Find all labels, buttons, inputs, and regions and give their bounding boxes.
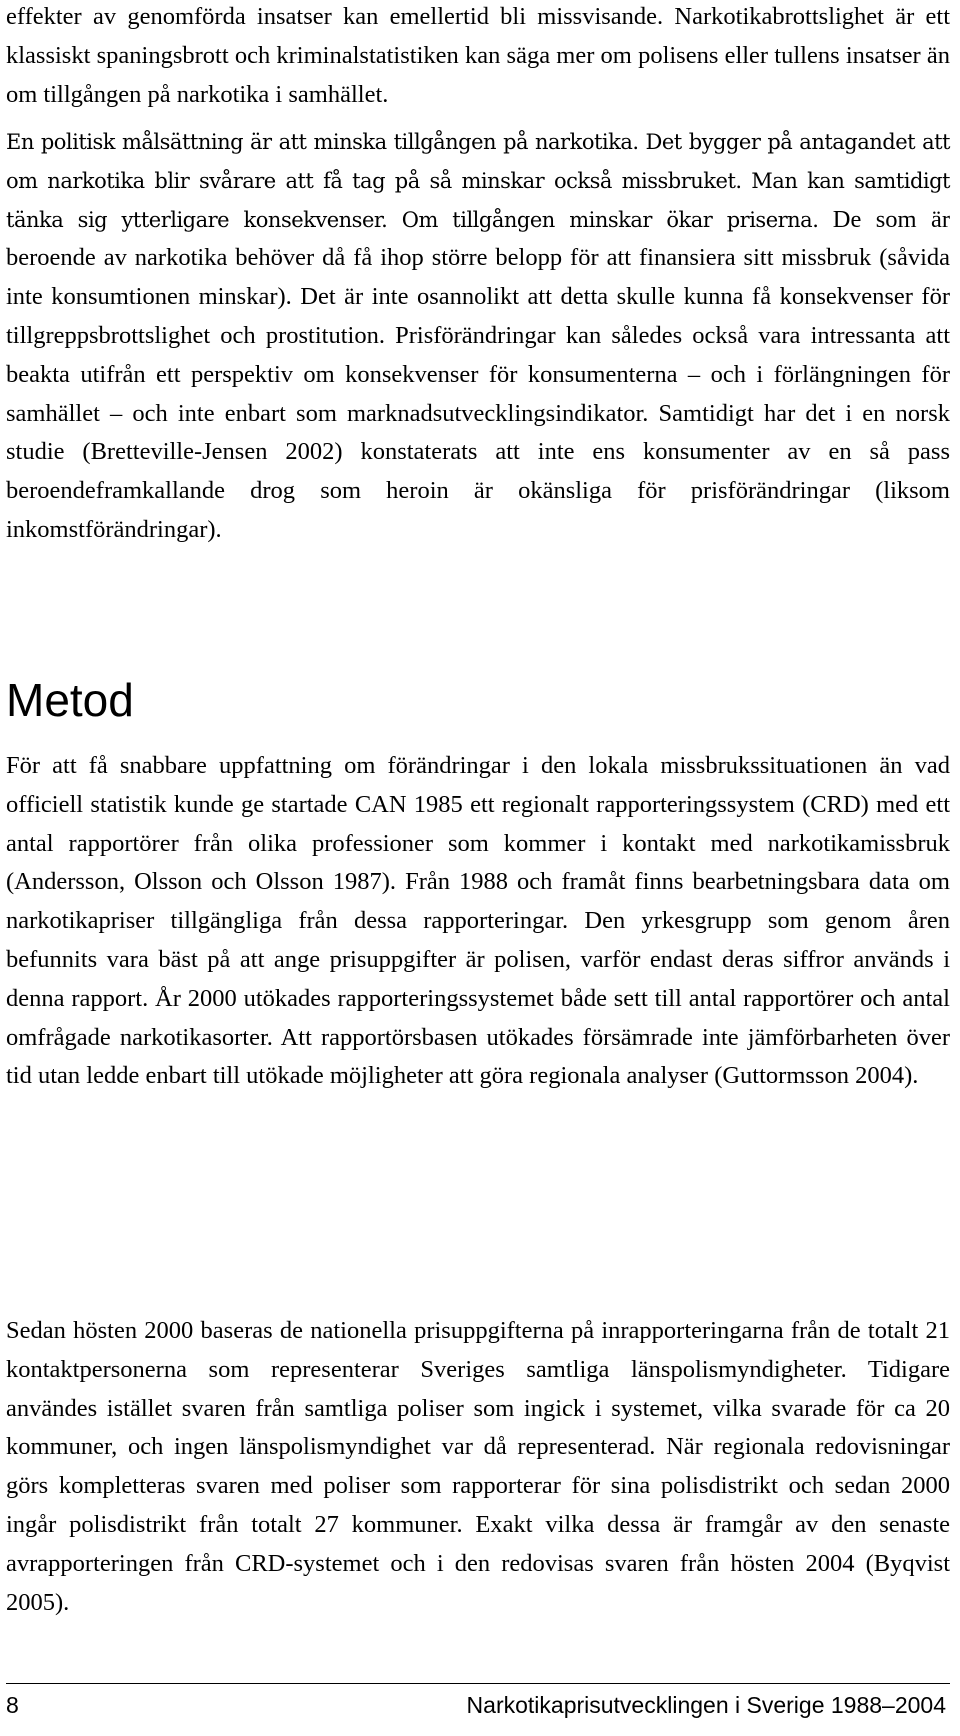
page-number: 8 [6, 1692, 19, 1718]
publication-title: Narkotikaprisutvecklingen i Sverige 1988–2004 [466, 1692, 946, 1718]
body-paragraph: effekter av genomförda insatser kan emellertid bli missvisande. Narkotikabrottslighet är ett klassiskt spaningsbrott och kriminalstatistiken kan säga mer om polisens eller tullens insatser än om tillgången på narkotika i samhället. [6, 3, 950, 108]
paragraph-continuation-text: De som är beroende av narkotika behöver då få ihop större belopp för att finansiera sitt missbruk (såvida inte konsumtionen minskar). Det är inte osannolikt att detta skulle kunna få konsekvenser för tillgreppsbrottslighet och prostitution. Prisförändringar kan således också vara intressanta att beakta utifrån ett perspektiv om konsekvenser för konsumenterna – och i förlängningen för samhället – och inte enbart som marknadsutvecklingsindikator. Samtidigt har det i en norsk studie (Bretteville-Jensen 2002) konstaterats att inte ens konsumenter av en så pass beroendeframkallande drog som heroin är okänsliga för prisförändringar (liksom inkomstförändringar). [6, 205, 950, 543]
section-heading: Metod [6, 674, 134, 726]
body-paragraph: För att få snabbare uppfattning om förändringar i den lokala missbrukssituationen än vad officiell statistik kunde ge startade CAN 1985 ett regionalt rapporteringssystem (CRD) med ett antal rapportörer från olika professioner som kommer i kontakt med narkotikamissbruk (Andersson, Olsson och Olsson 1987). Från 1988 och framåt finns bearbetningsbara data om narkotikapriser tillgängliga från dessa rapporteringar. Den yrkesgrupp som genom åren befunnits vara bäst på att ange prisuppgifter är polisen, varför endast deras siffror används i denna rapport. År 2000 utökades rapporteringssystemet både sett till antal rapportörer och antal omfrågade narkotikasorter. Att rapportörsbasen utökades försämrade inte jämförbarheten över tid utan ledde enbart till utökade möjligheter att göra regionala analyser (Guttormsson 2004). [6, 752, 950, 1090]
body-paragraph [6, 123, 950, 550]
paragraph-lead-text: En politisk målsättning är att minska tillgången på narkotika. Det bygger på antagandet att om narkotika blir svårare att få tag på så minskar också missbruket. Man kan samtidigt tänka sig ytterligare konsekvenser. Om tillgången minskar ökar priserna. [6, 130, 950, 232]
footer-divider [6, 1683, 950, 1684]
page-footer [6, 1690, 946, 1720]
body-paragraph: Sedan hösten 2000 baseras de nationella prisuppgifterna på inrapporteringarna från de totalt 21 kontaktpersonerna som representerar Sveriges samtliga länspolismyndigheter. Tidigare användes istället svaren från samtliga poliser som ingick i systemet, vilka svarade för ca 20 kommuner, och ingen länspolismyndighet var då representerad. När regionala redovisningar görs kompletteras svaren med poliser som rapporterar för sina polisdistrikt och sedan 2000 ingår polisdistrikt från totalt 27 kommuner. Exakt vilka dessa är framgår av den senaste avrapporteringen från CRD-systemet och i den redovisas svaren från hösten 2004 (Byqvist 2005). [6, 1317, 950, 1616]
